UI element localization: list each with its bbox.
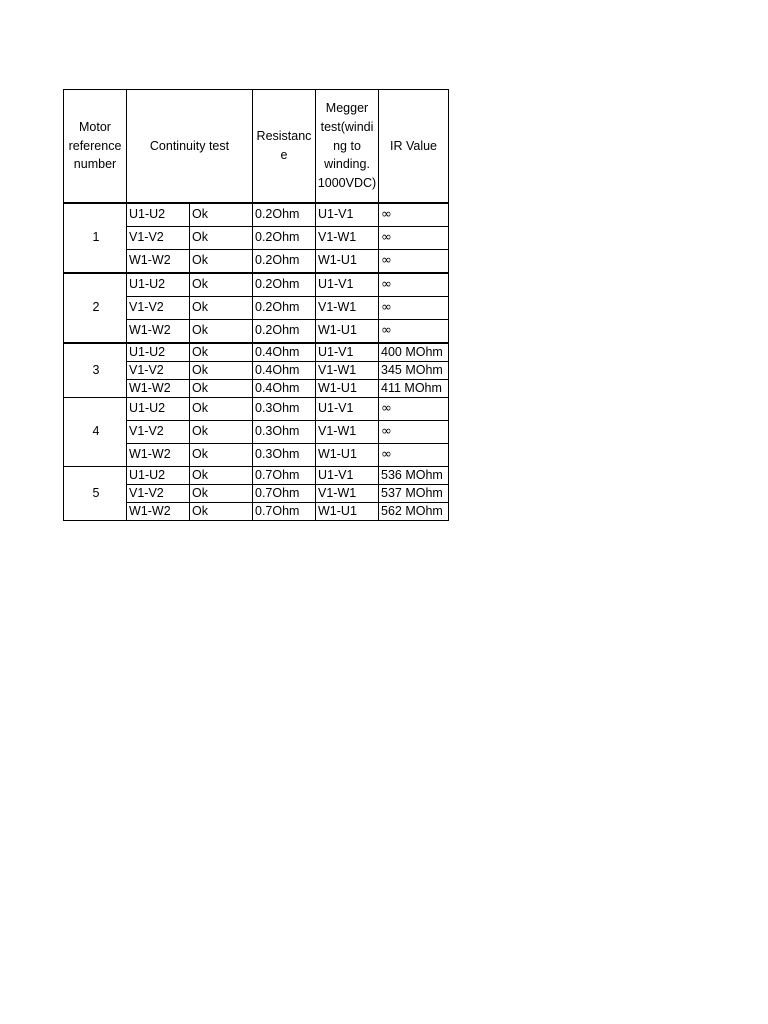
ir-value-cell: 536 MOhm — [379, 467, 449, 485]
ir-value-cell: ∞ — [379, 320, 449, 344]
motor-test-table — [63, 89, 449, 521]
continuity-status-cell: Ok — [190, 444, 253, 467]
header-resistance: Resistanc e — [253, 90, 316, 204]
continuity-status-cell: Ok — [190, 380, 253, 398]
continuity-pair-cell: W1-W2 — [127, 320, 190, 344]
table-row — [64, 398, 449, 421]
continuity-pair-cell: W1-W2 — [127, 503, 190, 521]
motor-ref-cell: 1 — [64, 203, 127, 273]
megger-pair-cell: U1-V1 — [316, 273, 379, 297]
resistance-cell: 0.3Ohm — [253, 421, 316, 444]
continuity-status-cell: Ok — [190, 467, 253, 485]
ir-value-cell: 345 MOhm — [379, 362, 449, 380]
resistance-cell: 0.2Ohm — [253, 273, 316, 297]
resistance-cell: 0.4Ohm — [253, 343, 316, 362]
megger-pair-cell: V1-W1 — [316, 485, 379, 503]
table-row — [64, 273, 449, 297]
resistance-cell: 0.4Ohm — [253, 380, 316, 398]
motor-ref-cell: 4 — [64, 398, 127, 467]
ir-value-cell: ∞ — [379, 421, 449, 444]
continuity-pair-cell: U1-U2 — [127, 343, 190, 362]
resistance-cell: 0.7Ohm — [253, 485, 316, 503]
continuity-status-cell: Ok — [190, 203, 253, 227]
motor-ref-cell: 3 — [64, 343, 127, 398]
continuity-pair-cell: W1-W2 — [127, 380, 190, 398]
continuity-status-cell: Ok — [190, 297, 253, 320]
table-row — [64, 203, 449, 227]
header-row — [64, 90, 449, 204]
resistance-cell: 0.7Ohm — [253, 503, 316, 521]
continuity-status-cell: Ok — [190, 227, 253, 250]
ir-value-cell: ∞ — [379, 444, 449, 467]
continuity-status-cell: Ok — [190, 362, 253, 380]
megger-pair-cell: W1-U1 — [316, 320, 379, 344]
ir-value-cell: ∞ — [379, 227, 449, 250]
megger-pair-cell: V1-W1 — [316, 362, 379, 380]
resistance-cell: 0.2Ohm — [253, 227, 316, 250]
megger-pair-cell: U1-V1 — [316, 467, 379, 485]
continuity-status-cell: Ok — [190, 398, 253, 421]
header-megger-test: Megger test(windi ng to winding. 1000VDC) — [316, 90, 379, 204]
megger-pair-cell: V1-W1 — [316, 227, 379, 250]
megger-pair-cell: U1-V1 — [316, 203, 379, 227]
continuity-status-cell: Ok — [190, 250, 253, 274]
continuity-status-cell: Ok — [190, 343, 253, 362]
continuity-pair-cell: V1-V2 — [127, 421, 190, 444]
resistance-cell: 0.7Ohm — [253, 467, 316, 485]
ir-value-cell: 411 MOhm — [379, 380, 449, 398]
continuity-pair-cell: V1-V2 — [127, 227, 190, 250]
continuity-pair-cell: V1-V2 — [127, 297, 190, 320]
ir-value-cell: ∞ — [379, 250, 449, 274]
megger-pair-cell: W1-U1 — [316, 250, 379, 274]
megger-pair-cell: W1-U1 — [316, 503, 379, 521]
ir-value-cell: ∞ — [379, 273, 449, 297]
continuity-pair-cell: V1-V2 — [127, 485, 190, 503]
continuity-status-cell: Ok — [190, 485, 253, 503]
continuity-pair-cell: U1-U2 — [127, 203, 190, 227]
ir-value-cell: ∞ — [379, 398, 449, 421]
resistance-cell: 0.4Ohm — [253, 362, 316, 380]
resistance-cell: 0.2Ohm — [253, 250, 316, 274]
megger-pair-cell: U1-V1 — [316, 343, 379, 362]
megger-pair-cell: V1-W1 — [316, 421, 379, 444]
megger-pair-cell: W1-U1 — [316, 444, 379, 467]
header-motor-reference: Motor reference number — [64, 90, 127, 204]
continuity-pair-cell: U1-U2 — [127, 467, 190, 485]
ir-value-cell: ∞ — [379, 203, 449, 227]
resistance-cell: 0.3Ohm — [253, 398, 316, 421]
resistance-cell: 0.2Ohm — [253, 320, 316, 344]
header-ir-value: IR Value — [379, 90, 449, 204]
continuity-pair-cell: U1-U2 — [127, 273, 190, 297]
continuity-pair-cell: W1-W2 — [127, 250, 190, 274]
continuity-status-cell: Ok — [190, 503, 253, 521]
ir-value-cell: ∞ — [379, 297, 449, 320]
table-row — [64, 343, 449, 362]
resistance-cell: 0.2Ohm — [253, 203, 316, 227]
ir-value-cell: 400 MOhm — [379, 343, 449, 362]
continuity-status-cell: Ok — [190, 320, 253, 344]
megger-pair-cell: V1-W1 — [316, 297, 379, 320]
ir-value-cell: 562 MOhm — [379, 503, 449, 521]
motor-ref-cell: 2 — [64, 273, 127, 343]
continuity-pair-cell: W1-W2 — [127, 444, 190, 467]
continuity-status-cell: Ok — [190, 273, 253, 297]
megger-pair-cell: U1-V1 — [316, 398, 379, 421]
table-row — [64, 467, 449, 485]
header-continuity-test: Continuity test — [127, 90, 253, 204]
megger-pair-cell: W1-U1 — [316, 380, 379, 398]
resistance-cell: 0.2Ohm — [253, 297, 316, 320]
motor-ref-cell: 5 — [64, 467, 127, 521]
continuity-status-cell: Ok — [190, 421, 253, 444]
resistance-cell: 0.3Ohm — [253, 444, 316, 467]
ir-value-cell: 537 MOhm — [379, 485, 449, 503]
table-body — [64, 203, 449, 521]
continuity-pair-cell: V1-V2 — [127, 362, 190, 380]
continuity-pair-cell: U1-U2 — [127, 398, 190, 421]
